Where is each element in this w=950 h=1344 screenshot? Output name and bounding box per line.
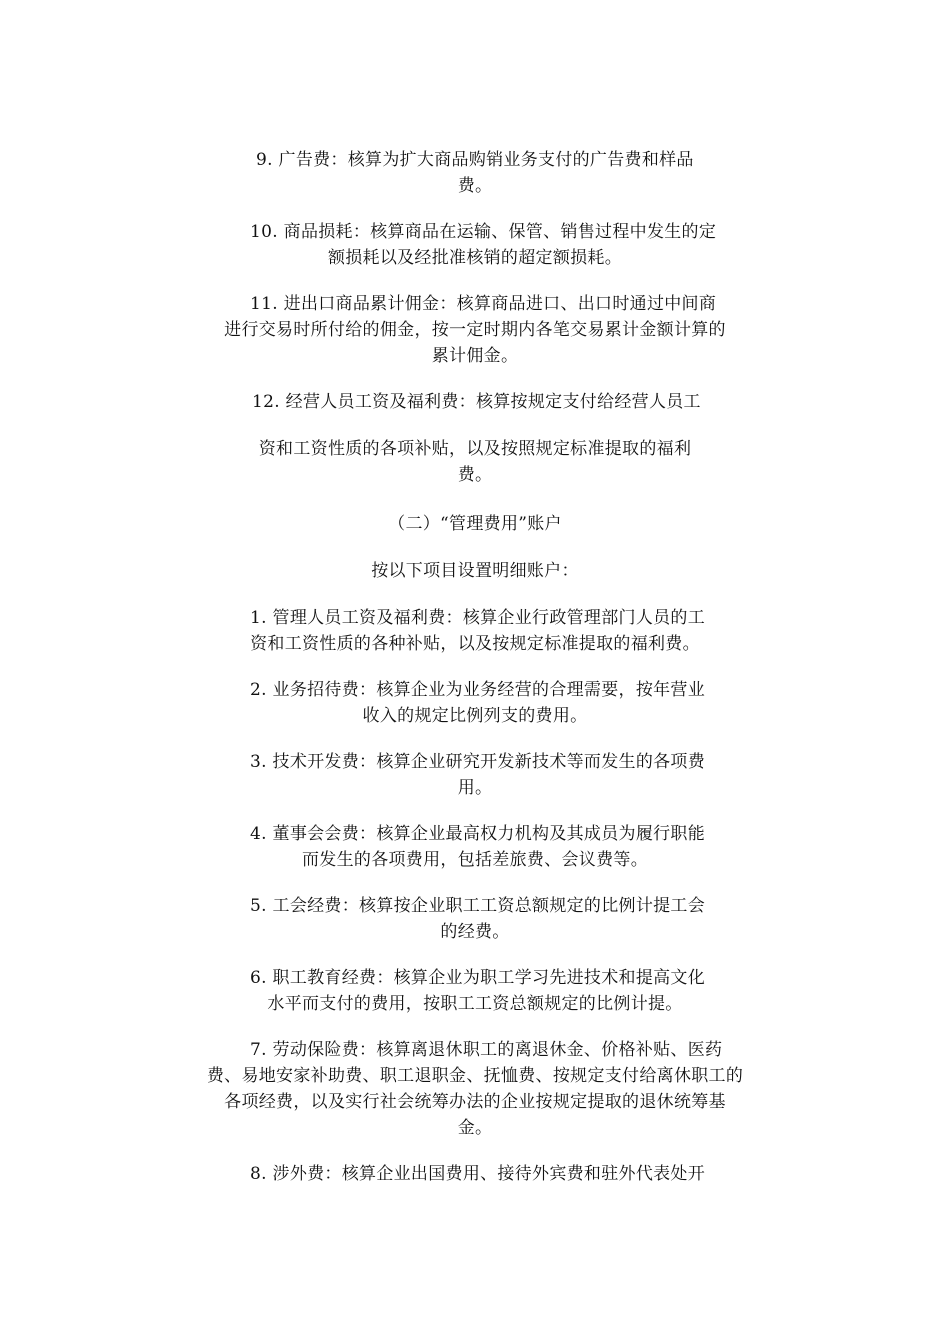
item-11-line-3: 累计佣金。 bbox=[431, 346, 519, 366]
section-intro: 按以下项目设置明细账户： bbox=[371, 561, 579, 581]
mgmt-item-5-line-1: 5. 工会经费：核算按企业职工工资总额规定的比例计提工会 bbox=[250, 896, 706, 916]
item-10-line-1: 10. 商品损耗：核算商品在运输、保管、销售过程中发生的定 bbox=[250, 222, 717, 242]
item-11-line-2: 进行交易时所付给的佣金，按一定时期内各笔交易累计金额计算的 bbox=[224, 320, 726, 340]
item-12-line-1: 12. 经营人员工资及福利费：核算按规定支付给经营人员工 bbox=[252, 392, 701, 412]
mgmt-item-4-line-2: 而发生的各项费用，包括差旅费、会议费等。 bbox=[302, 850, 648, 870]
mgmt-item-5-line-2: 的经费。 bbox=[440, 922, 510, 942]
item-9-line-2: 费。 bbox=[457, 176, 493, 196]
item-12-line-3: 费。 bbox=[457, 465, 493, 485]
mgmt-item-7-line-1: 7. 劳动保险费：核算离退休职工的离退休金、价格补贴、医药 bbox=[250, 1040, 723, 1060]
mgmt-item-1-line-2: 资和工资性质的各种补贴，以及按规定标准提取的福利费。 bbox=[250, 634, 700, 654]
mgmt-item-1-line-1: 1. 管理人员工资及福利费：核算企业行政管理部门人员的工 bbox=[250, 608, 706, 628]
mgmt-item-6-line-1: 6. 职工教育经费：核算企业为职工学习先进技术和提高文化 bbox=[250, 968, 706, 988]
mgmt-item-3-line-2: 用。 bbox=[457, 778, 493, 798]
item-10-line-2: 额损耗以及经批准核销的超定额损耗。 bbox=[327, 248, 623, 268]
item-12-line-2: 资和工资性质的各项补贴，以及按照规定标准提取的福利 bbox=[258, 439, 692, 459]
mgmt-item-6-line-2: 水平而支付的费用，按职工工资总额规定的比例计提。 bbox=[267, 994, 683, 1014]
mgmt-item-8-line-1: 8. 涉外费：核算企业出国费用、接待外宾费和驻外代表处开 bbox=[250, 1164, 706, 1184]
mgmt-item-7-line-3: 各项经费，以及实行社会统筹办法的企业按规定提取的退休统筹基 bbox=[224, 1092, 726, 1112]
mgmt-item-4-line-1: 4. 董事会会费：核算企业最高权力机构及其成员为履行职能 bbox=[250, 824, 706, 844]
mgmt-item-7-line-2: 费、易地安家补助费、职工退职金、抚恤费、按规定支付给离休职工的 bbox=[206, 1066, 744, 1086]
item-11-line-1: 11. 进出口商品累计佣金：核算商品进口、出口时通过中间商 bbox=[250, 294, 717, 314]
mgmt-item-2-line-1: 2. 业务招待费：核算企业为业务经营的合理需要，按年营业 bbox=[250, 680, 706, 700]
item-9-line-1: 9. 广告费：核算为扩大商品购销业务支付的广告费和样品 bbox=[256, 150, 694, 170]
mgmt-item-2-line-2: 收入的规定比例列支的费用。 bbox=[362, 706, 588, 726]
section-heading: （二）“管理费用”账户 bbox=[388, 514, 562, 534]
mgmt-item-3-line-1: 3. 技术开发费：核算企业研究开发新技术等而发生的各项费 bbox=[250, 752, 706, 772]
mgmt-item-7-line-4: 金。 bbox=[457, 1118, 493, 1138]
